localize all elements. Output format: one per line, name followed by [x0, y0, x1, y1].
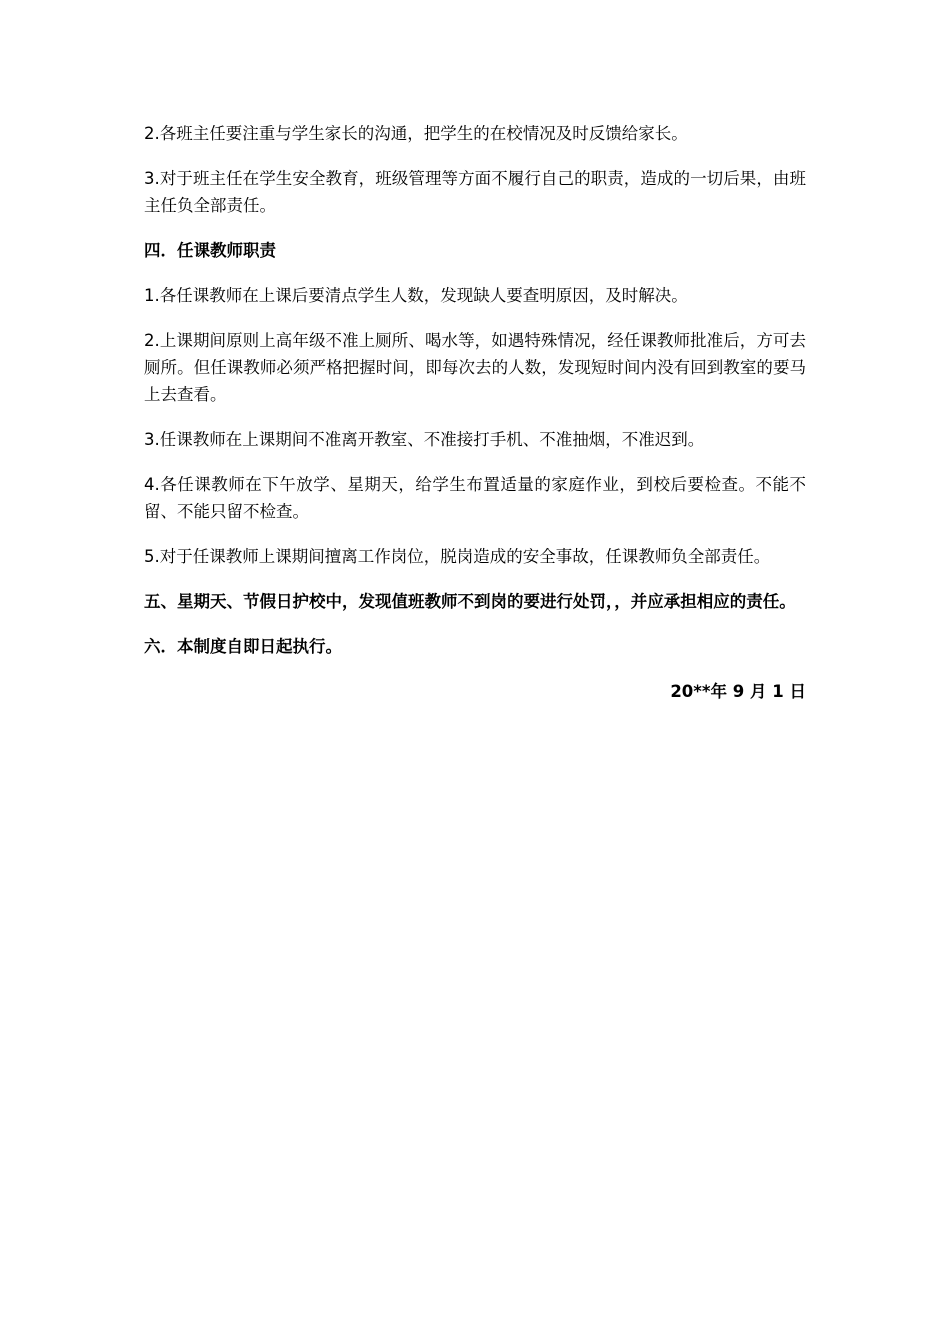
- paragraph-classroom-conduct: 3.任课教师在上课期间不准离开教室、不准接打手机、不准抽烟，不准迟到。: [144, 430, 705, 449]
- paragraph-homework: 4.各任课教师在下午放学、星期天，给学生布置适量的家庭作业，到校后要检查。不能不留、不能只留不检查。: [144, 475, 806, 521]
- document-date: 20**年 9 月 1 日: [670, 682, 806, 701]
- paragraph-class-teacher-responsibility: 3.对于班主任在学生安全教育，班级管理等方面不履行自己的职责，造成的一切后果，由班主任负全部责任。: [144, 169, 806, 215]
- paragraph-headcount: 1.各任课教师在上课后要清点学生人数，发现缺人要查明原因，及时解决。: [144, 286, 688, 305]
- paragraph-restroom-rule: 2.上课期间原则上高年级不准上厕所、喝水等，如遇特殊情况，经任课教师批准后，方可去厕所。但任课教师必须严格把握时间，即每次去的人数，发现短时间内没有回到教室的要马上去查看。: [144, 331, 806, 404]
- section-heading-subject-teacher-duties: 四．任课教师职责: [144, 241, 276, 260]
- paragraph-absence-liability: 5.对于任课教师上课期间擅离工作岗位，脱岗造成的安全事故，任课教师负全部责任。: [144, 547, 771, 566]
- section-heading-effective-date: 六．本制度自即日起执行。: [144, 637, 342, 656]
- paragraph-class-teacher-parent-communication: 2.各班主任要注重与学生家长的沟通，把学生的在校情况及时反馈给家长。: [144, 124, 688, 143]
- section-heading-holiday-duty: 五、星期天、节假日护校中，发现值班教师不到岗的要进行处罚，，并应承担相应的责任。: [144, 592, 796, 611]
- document-body: [144, 120, 806, 705]
